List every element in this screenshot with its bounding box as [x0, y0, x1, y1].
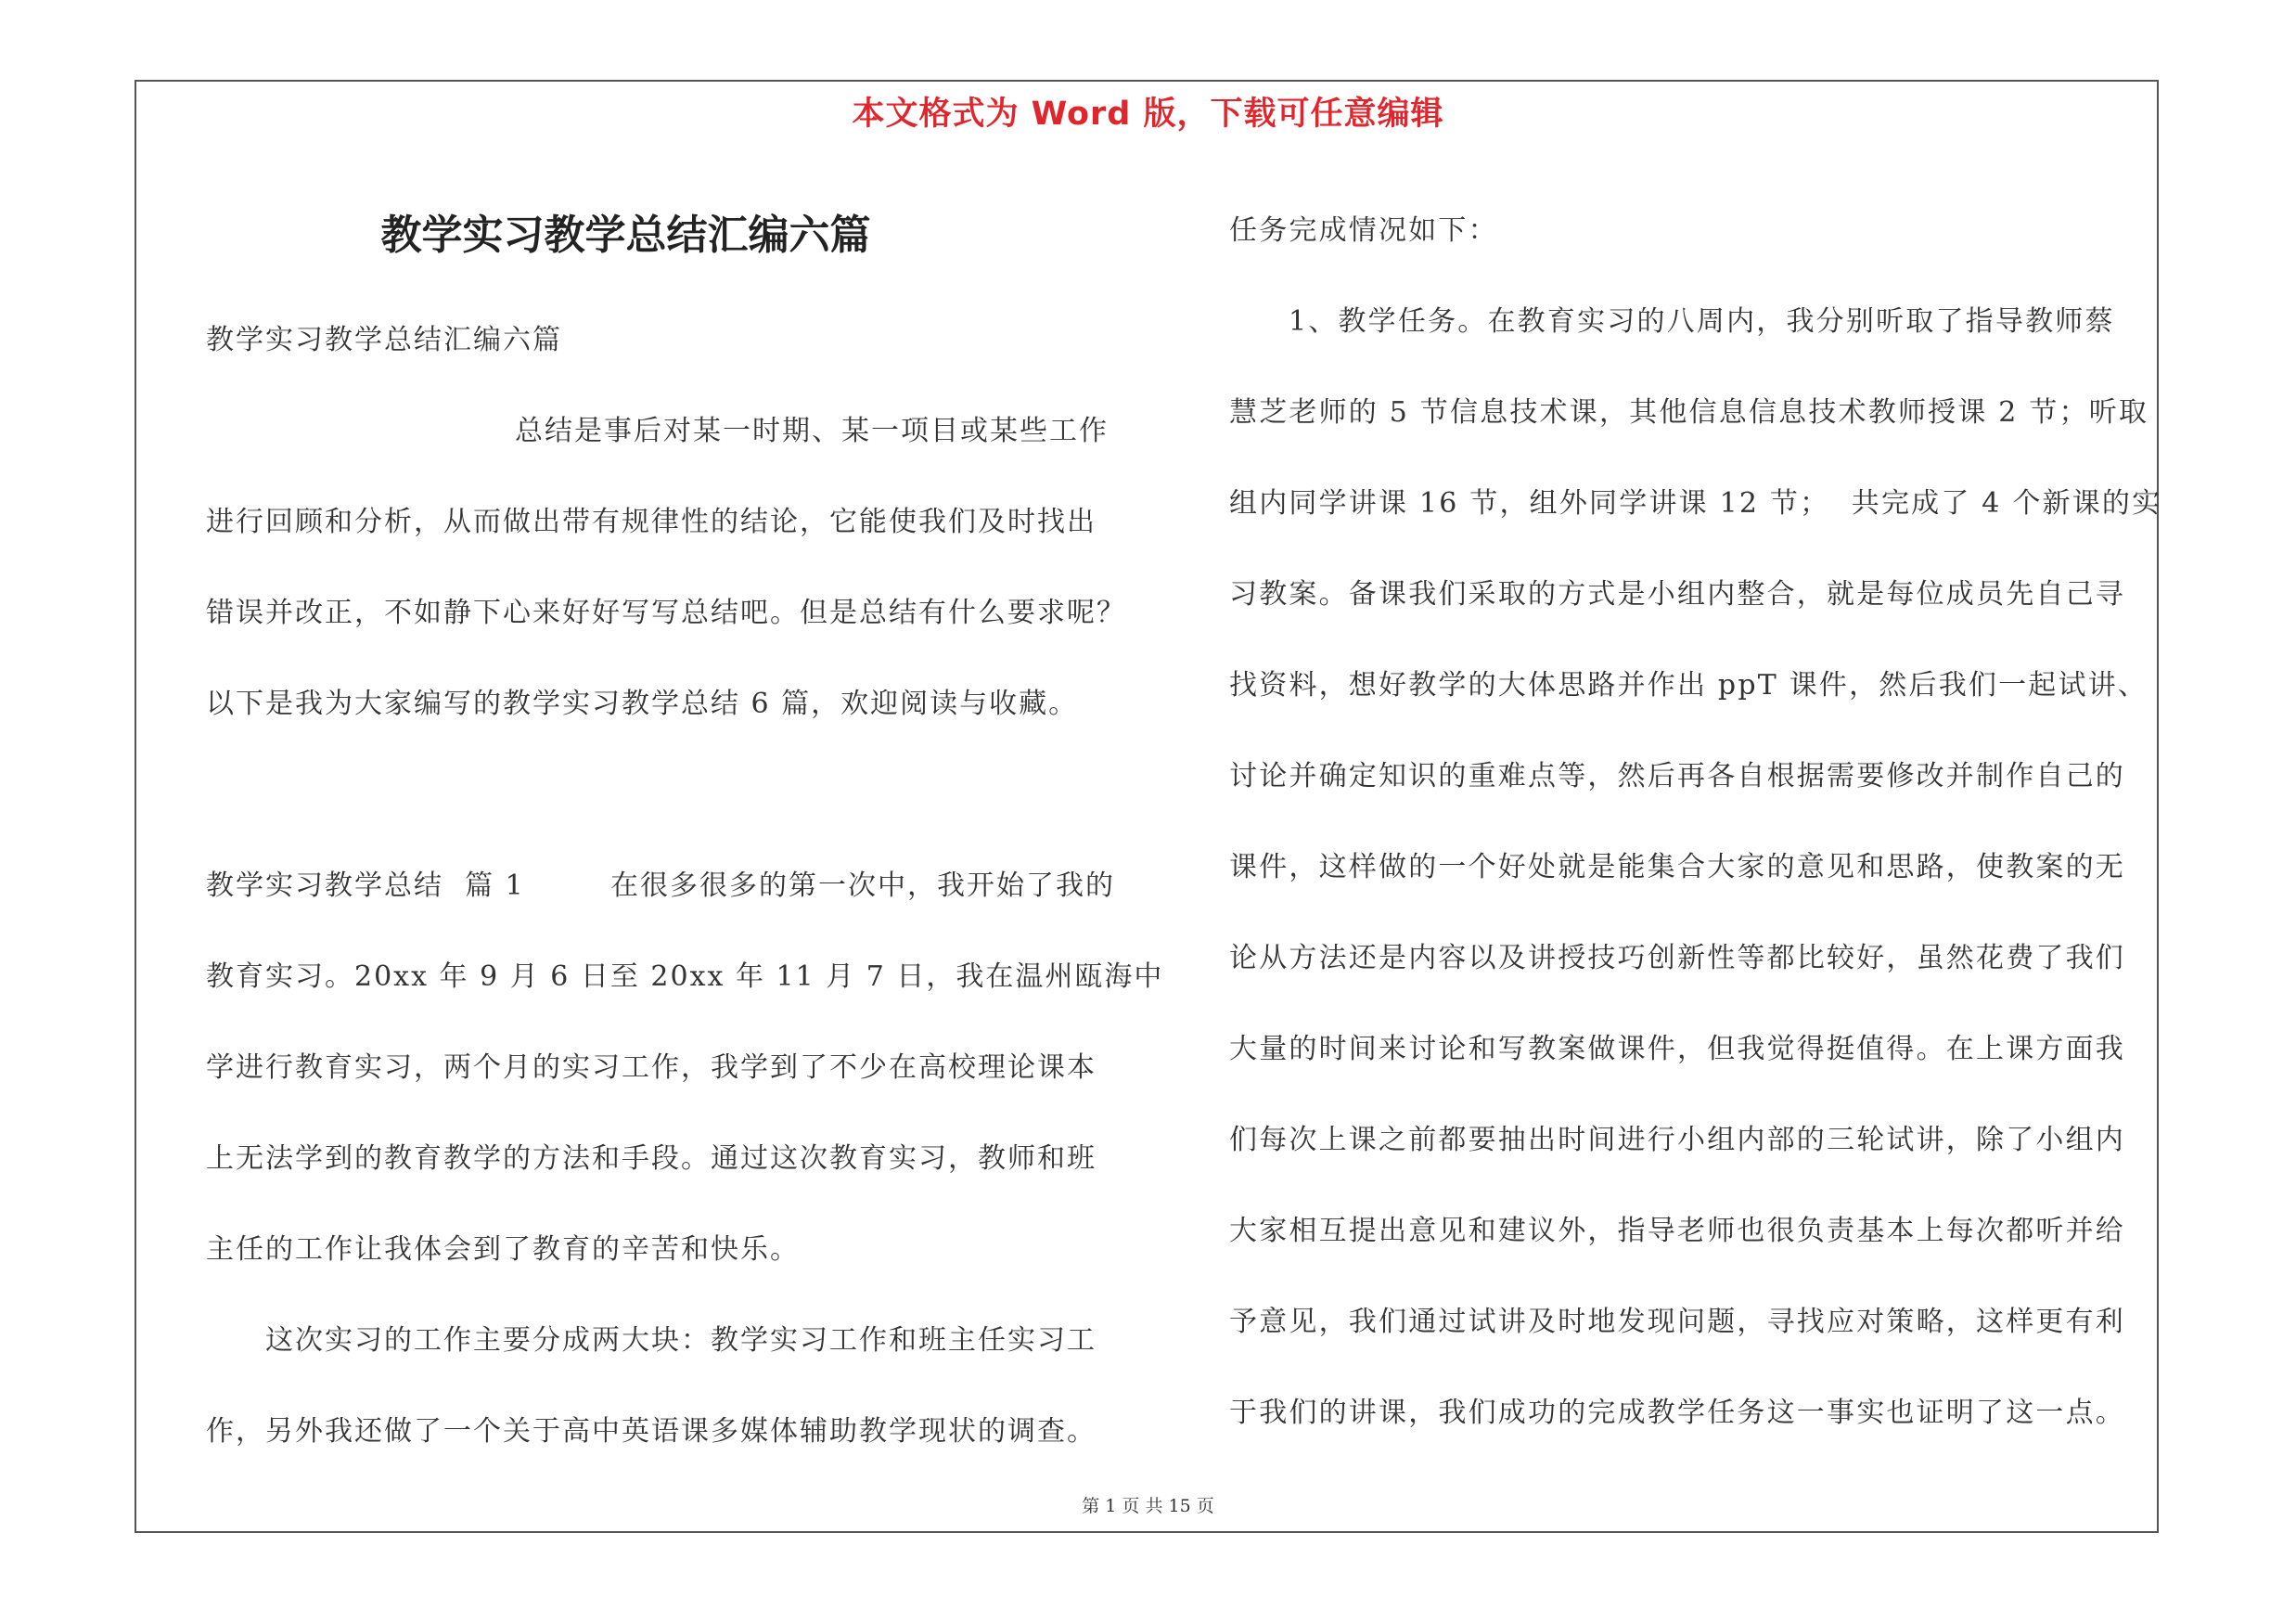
- blank-line: [206, 750, 1124, 841]
- paragraph-line: 上无法学到的教育教学的方法和手段。通过这次教育实习，教师和班: [206, 1142, 1097, 1175]
- paragraph-line: 找资料，想好教学的大体思路并作出 ppT 课件，然后我们一起试讲、: [1229, 669, 2148, 702]
- paragraph-line: 任务完成情况如下：: [1229, 214, 1498, 247]
- paragraph-line: 组内同学讲课 16 节，组外同学讲课 12 节； 共完成了 4 个新课的实: [1229, 487, 2162, 520]
- page-number-footer: 第 1 页 共 15 页: [1082, 1496, 1214, 1516]
- paragraph-line: 慧芝老师的 5 节信息技术课，其他信息信息技术教师授课 2 节；听取: [1229, 396, 2149, 429]
- paragraph-line: 学进行教育实习，两个月的实习工作，我学到了不少在高校理论课本: [206, 1051, 1097, 1084]
- paragraph-line: 主任的工作让我体会到了教育的辛苦和快乐。: [206, 1233, 800, 1266]
- paragraph-line: 大家相互提出意见和建议外，指导老师也很负责基本上每次都听并给: [1229, 1215, 2125, 1247]
- left-column: [206, 195, 1164, 1477]
- paragraph-line: 讨论并确定知识的重难点等，然后再各自根据需要修改并制作自己的: [1229, 760, 2125, 792]
- paragraph-line: 教育实习。20xx 年 9 月 6 日至 20xx 年 11 月 7 日，我在温州瓯海中: [206, 960, 1164, 993]
- paragraph-line: 于我们的讲课，我们成功的完成教学任务这一事实也证明了这一点。: [1229, 1397, 2125, 1429]
- paragraph-line: 进行回顾和分析，从而做出带有规律性的结论，它能使我们及时找出: [206, 506, 1097, 538]
- paragraph-line: 习教案。备课我们采取的方式是小组内整合，就是每位成员先自己寻: [1229, 578, 2125, 611]
- paragraph-line: 作，另外我还做了一个关于高中英语课多媒体辅助教学现状的调查。: [206, 1415, 1097, 1448]
- paragraph-line: 错误并改正，不如静下心来好好写写总结吧。但是总结有什么要求呢？: [206, 597, 1126, 629]
- paragraph-line: 以下是我为大家编写的教学实习教学总结 6 篇，欢迎阅读与收藏。: [206, 688, 1079, 720]
- paragraph-line: 这次实习的工作主要分成两大块：教学实习工作和班主任实习工: [265, 1324, 1097, 1357]
- paragraph-line: 课件，这样做的一个好处就是能集合大家的意见和思路，使教案的无: [1229, 851, 2125, 883]
- document-title: 教学实习教学总结汇编六篇: [380, 212, 871, 259]
- section-heading-line: 教学实习教学总结 篇 1 在很多很多的第一次中，我开始了我的: [206, 869, 1115, 902]
- paragraph-line: 1、教学任务。在教育实习的八周内，我分别听取了指导教师蔡: [1289, 305, 2115, 338]
- right-column: [1229, 186, 2162, 1459]
- paragraph-line: 论从方法还是内容以及讲授技巧创新性等都比较好，虽然花费了我们: [1229, 942, 2125, 974]
- subtitle-line: 教学实习教学总结汇编六篇: [206, 324, 562, 356]
- paragraph-line: 们每次上课之前都要抽出时间进行小组内部的三轮试讲，除了小组内: [1229, 1124, 2125, 1156]
- paragraph-line: 大量的时间来讨论和写教案做课件，但我觉得挺值得。在上课方面我: [1229, 1033, 2125, 1065]
- paragraph-line: 总结是事后对某一时期、某一项目或某些工作: [515, 415, 1109, 447]
- paragraph-line: 予意见，我们通过试讲及时地发现问题，寻找应对策略，这样更有利: [1229, 1306, 2125, 1338]
- word-format-banner: 本文格式为 Word 版，下载可任意编辑: [852, 96, 1444, 133]
